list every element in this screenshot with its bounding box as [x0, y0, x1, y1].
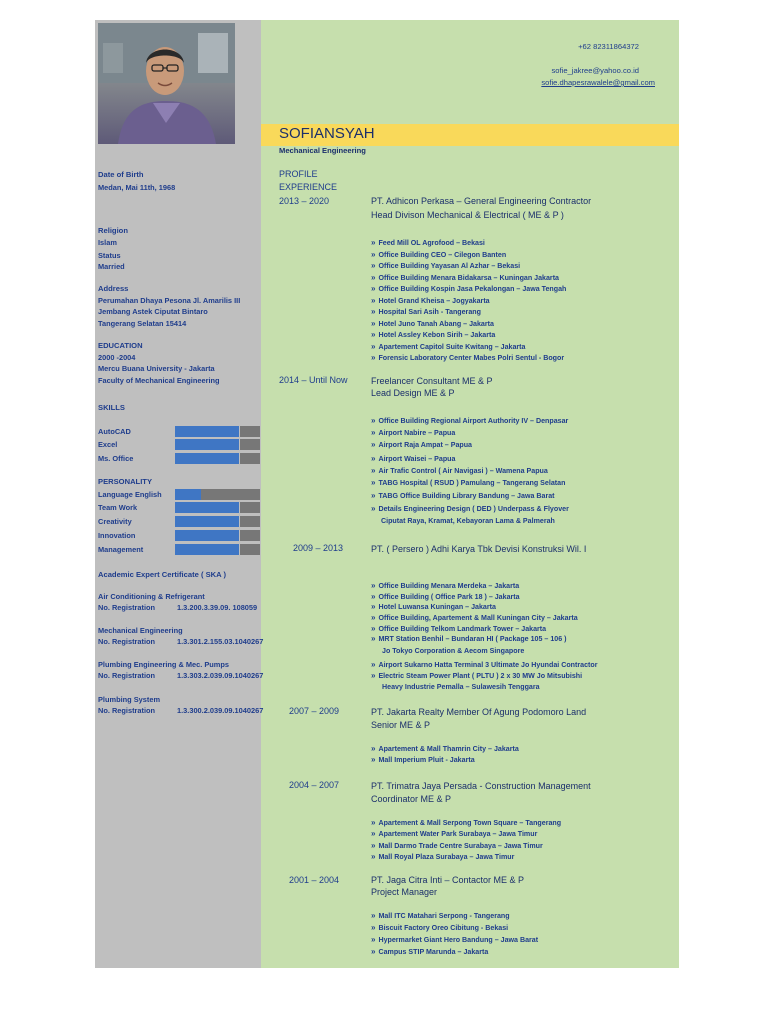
project-item	[371, 935, 538, 944]
religion-value: Islam	[98, 238, 117, 247]
project-text: Airport Waisei – Papua	[378, 455, 456, 463]
education-line: Mercu Buana University - Jakarta	[98, 364, 215, 373]
bullet-icon: »	[371, 261, 376, 270]
skill-level-remaining	[201, 489, 260, 500]
project-text: Office Building ( Office Park 18 ) – Jakarta	[378, 593, 520, 601]
education-label: EDUCATION	[98, 341, 143, 350]
skill-label: Language English	[98, 490, 162, 499]
project-text: Mall Darmo Trade Centre Surabaya – Jawa Timur	[378, 842, 543, 850]
registration-label: No. Registration	[98, 603, 156, 612]
project-text: Hotel Luwansa Kuningan – Jakarta	[378, 603, 496, 611]
project-text: Campus STIP Marunda – Jakarta	[378, 948, 489, 956]
experience-years: 2009 – 2013	[293, 543, 344, 553]
bullet-icon: »	[371, 671, 376, 680]
project-text: TABG Office Building Library Bandung – Jawa Barat	[378, 492, 555, 500]
bullet-icon: »	[371, 744, 376, 753]
project-text: Mall Royal Plaza Surabaya – Jawa Timur	[378, 853, 515, 861]
project-text: MRT Station Benhil – Bundaran HI ( Package 105 – 106 )	[378, 635, 567, 643]
project-item	[371, 829, 537, 838]
registration-number: 1.3.303.2.039.09.1040267	[177, 671, 264, 680]
bullet-icon: »	[371, 841, 376, 850]
bullet-icon: »	[371, 592, 376, 601]
registration-label: No. Registration	[98, 706, 156, 715]
project-item	[371, 581, 519, 590]
project-text: Apartement Capitol Suite Kwitang – Jakarta	[378, 343, 526, 351]
person-title: Mechanical Engineering	[279, 146, 366, 155]
skills-label: SKILLS	[98, 403, 126, 412]
project-item	[371, 284, 566, 293]
experience-label: EXPERIENCE	[279, 182, 338, 192]
skill-level-remaining	[240, 426, 260, 437]
bullet-icon: »	[371, 602, 376, 611]
skill-level-bar	[175, 516, 260, 527]
dob-label: Date of Birth	[98, 170, 144, 179]
project-item	[371, 671, 582, 680]
certificate-title: Mechanical Engineering	[98, 626, 183, 635]
bullet-icon: »	[371, 307, 376, 316]
project-text: Office Building Regional Airport Authority IV – Denpasar	[378, 417, 569, 425]
bullet-icon: »	[371, 923, 376, 932]
bullet-icon: »	[371, 342, 376, 351]
company-name: Freelancer Consultant ME & P	[371, 376, 493, 386]
project-item	[371, 660, 597, 669]
skill-level-remaining	[240, 453, 260, 464]
bullet-icon: »	[371, 935, 376, 944]
bullet-icon: »	[371, 911, 376, 920]
bullet-icon: »	[371, 504, 376, 513]
bullet-icon: »	[371, 319, 376, 328]
registration-number: 1.3.200.3.39.09. 108059	[177, 603, 258, 612]
skill-level-bar	[175, 489, 260, 500]
skill-label: Innovation	[98, 531, 136, 540]
skill-level-fill	[175, 453, 239, 464]
project-text: Apartement Water Park Surabaya – Jawa Timur	[378, 830, 538, 838]
skill-level-fill	[175, 544, 239, 555]
bullet-icon: »	[371, 852, 376, 861]
project-item	[371, 319, 494, 328]
bullet-icon: »	[371, 330, 376, 339]
bullet-icon: »	[371, 634, 376, 643]
certificate-title: Plumbing System	[98, 695, 161, 704]
skill-level-bar	[175, 439, 260, 450]
project-text: Hospital Sari Asih - Tangerang	[378, 308, 481, 316]
project-text: Apartement & Mall Thamrin City – Jakarta	[378, 745, 519, 753]
experience-years: 2001 – 2004	[289, 875, 340, 885]
skill-level-remaining	[240, 502, 260, 513]
experience-years: 2004 – 2007	[289, 780, 340, 790]
project-item	[371, 491, 555, 500]
certificate-title: Plumbing Engineering & Mec. Pumps	[98, 660, 229, 669]
project-text: Office Building CEO – Cilegon Banten	[378, 251, 507, 259]
bullet-icon: »	[371, 947, 376, 956]
project-text: Electric Steam Power Plant ( PLTU ) 2 x 30 MW Jo Mitsubishi	[378, 672, 583, 680]
project-item	[371, 841, 543, 850]
skill-level-bar	[175, 502, 260, 513]
bullet-icon: »	[371, 250, 376, 259]
skill-label: Team Work	[98, 503, 138, 512]
bullet-icon: »	[371, 454, 376, 463]
bullet-icon: »	[371, 416, 376, 425]
project-item	[371, 440, 472, 449]
company-name: PT. Trimatra Jaya Persada - Construction Management	[371, 781, 591, 791]
project-item	[371, 947, 488, 956]
skill-level-remaining	[240, 530, 260, 541]
bullet-icon: »	[371, 440, 376, 449]
project-text: Office Building Menara Bidakarsa – Kuningan Jakarta	[378, 274, 560, 282]
bullet-icon: »	[371, 491, 376, 500]
project-item	[371, 353, 564, 362]
skill-label: Creativity	[98, 517, 132, 526]
project-item	[371, 342, 526, 351]
skill-level-bar	[175, 544, 260, 555]
company-name: PT. Jaga Citra Inti – Contactor ME & P	[371, 875, 525, 885]
education-line: 2000 -2004	[98, 353, 136, 362]
experience-years: 2007 – 2009	[289, 706, 340, 716]
project-text: Hypermarket Giant Hero Bandung – Jawa Barat	[378, 936, 539, 944]
skill-label: Management	[98, 545, 144, 554]
bullet-icon: »	[371, 818, 376, 827]
project-text: Office Building Menara Merdeka – Jakarta	[378, 582, 520, 590]
project-text: Heavy Industrie Pemalla – Sulawesih Tenggara	[382, 683, 540, 691]
bullet-icon: »	[371, 284, 376, 293]
dob-value: Medan, Mai 11th, 1968	[98, 183, 176, 192]
project-item	[371, 911, 510, 920]
skill-level-bar	[175, 426, 260, 437]
project-text: Airport Nabire – Papua	[378, 429, 456, 437]
email-link-gmail[interactable]: sofie.dhapesrawalele@gmail.com	[541, 78, 655, 87]
skill-level-fill	[175, 489, 201, 500]
project-text: Mall ITC Matahari Serpong - Tangerang	[378, 912, 510, 920]
bullet-icon: »	[371, 660, 376, 669]
project-text: Apartement & Mall Serpong Town Square – Tangerang	[378, 819, 562, 827]
project-item	[371, 744, 519, 753]
address-line: Tangerang Selatan 15414	[98, 319, 187, 328]
bullet-icon: »	[371, 273, 376, 282]
project-item	[371, 624, 546, 633]
project-item	[371, 454, 455, 463]
bullet-icon: »	[371, 829, 376, 838]
skill-level-fill	[175, 439, 239, 450]
project-item	[371, 273, 559, 282]
bullet-icon: »	[371, 428, 376, 437]
skill-label: Ms. Office	[98, 454, 134, 463]
project-item	[371, 478, 565, 487]
resume-page	[95, 20, 679, 968]
personality-label: PERSONALITY	[98, 477, 153, 486]
status-label: Status	[98, 251, 121, 260]
project-text: Feed Mill OL Agrofood – Bekasi	[378, 239, 485, 247]
project-item	[371, 852, 514, 861]
project-item	[371, 504, 569, 513]
skill-label: Excel	[98, 440, 118, 449]
skill-level-remaining	[240, 439, 260, 450]
project-item	[371, 261, 520, 270]
bullet-icon: »	[371, 296, 376, 305]
skill-level-fill	[175, 530, 239, 541]
address-line: Perumahan Dhaya Pesona Jl. Amarilis III	[98, 296, 241, 305]
profile-photo	[98, 23, 235, 144]
job-position: Head Divison Mechanical & Electrical ( ME & P )	[371, 210, 564, 220]
project-text: Office Building Telkom Landmark Tower – Jakarta	[378, 625, 547, 633]
project-item	[371, 818, 561, 827]
skill-level-fill	[175, 426, 239, 437]
project-text: Hotel Juno Tanah Abang – Jakarta	[378, 320, 494, 328]
skill-level-bar	[175, 453, 260, 464]
project-text: Office Building, Apartement & Mall Kuningan City – Jakarta	[378, 614, 578, 622]
person-name: SOFIANSYAH	[279, 125, 375, 142]
skill-level-fill	[175, 502, 239, 513]
bullet-icon: »	[371, 478, 376, 487]
project-item	[371, 307, 481, 316]
job-position: Project Manager	[371, 887, 438, 897]
project-item	[371, 613, 578, 622]
certificate-title: Air Conditioning & Refrigerant	[98, 592, 205, 601]
project-text: Forensic Laboratory Center Mabes Polri Sentul - Bogor	[378, 354, 565, 362]
project-text: Office Building Kospin Jasa Pekalongan – Jawa Tengah	[378, 285, 567, 293]
project-item	[371, 466, 548, 475]
project-item	[371, 416, 568, 425]
project-item	[371, 238, 485, 247]
company-name: PT. ( Persero ) Adhi Karya Tbk Devisi Konstruksi Wil. I	[371, 544, 587, 554]
job-position: Coordinator ME & P	[371, 794, 452, 804]
project-item	[371, 428, 455, 437]
sidebar	[95, 20, 264, 968]
project-text: Air Trafic Control ( Air Navigasi ) – Wamena Papua	[378, 467, 548, 475]
address-line: Jembang Astek Ciputat Bintaro	[98, 307, 208, 316]
project-item	[371, 634, 567, 643]
bullet-icon: »	[371, 466, 376, 475]
religion-label: Religion	[98, 226, 128, 235]
project-text: Hotel Grand Kheisa – Jogyakarta	[378, 297, 490, 305]
registration-label: No. Registration	[98, 637, 156, 646]
company-name: PT. Jakarta Realty Member Of Agung Podomoro Land	[371, 707, 587, 717]
status-value: Married	[98, 262, 125, 271]
project-item	[382, 683, 540, 691]
address-label: Address	[98, 284, 129, 293]
bullet-icon: »	[371, 755, 376, 764]
skill-level-remaining	[240, 544, 260, 555]
project-item	[371, 296, 490, 305]
skill-label: AutoCAD	[98, 427, 131, 436]
project-text: Ciputat Raya, Kramat, Kebayoran Lama & Palmerah	[381, 517, 555, 525]
skill-level-bar	[175, 530, 260, 541]
company-name: PT. Adhicon Perkasa – General Engineering Contractor	[371, 196, 592, 206]
bullet-icon: »	[371, 613, 376, 622]
registration-number: 1.3.301.2.155.03.1040267	[177, 637, 264, 646]
project-item	[371, 755, 475, 764]
bullet-icon: »	[371, 581, 376, 590]
project-item	[371, 250, 506, 259]
profile-label: PROFILE	[279, 169, 318, 179]
project-text: Biscuit Factory Oreo Cibitung - Bekasi	[378, 924, 509, 932]
email-link-yahoo[interactable]: sofie_jakree@yahoo.co.id	[551, 66, 639, 75]
skill-level-fill	[175, 516, 239, 527]
phone-number: +62 82311864372	[578, 42, 639, 51]
certificate-label: Academic Expert Certificate ( SKA )	[98, 570, 227, 579]
project-text: Mall Imperium Pluit - Jakarta	[378, 756, 475, 764]
bullet-icon: »	[371, 624, 376, 633]
skill-level-remaining	[240, 516, 260, 527]
project-text: TABG Hospital ( RSUD ) Pamulang – Tangerang Selatan	[378, 479, 566, 487]
education-line: Faculty of Mechanical Engineering	[98, 376, 220, 385]
project-text: Office Building Yayasan Al Azhar – Bekasi	[378, 262, 521, 270]
experience-years: 2014 – Until Now	[279, 375, 348, 385]
project-item	[371, 592, 520, 601]
project-text: Hotel Assley Kebon Sirih – Jakarta	[378, 331, 496, 339]
project-text: Airport Sukarno Hatta Terminal 3 Ultimate Jo Hyundai Contractor	[378, 661, 598, 669]
project-text: Jo Tokyo Corporation & Aecom Singapore	[382, 647, 525, 655]
registration-number: 1.3.300.2.039.09.1040267	[177, 706, 264, 715]
project-text: Details Engineering Design ( DED ) Underpass & Flyover	[378, 505, 569, 513]
project-item	[382, 647, 524, 655]
bullet-icon: »	[371, 238, 376, 247]
job-position: Lead Design ME & P	[371, 388, 455, 398]
project-item	[371, 923, 508, 932]
project-item	[381, 517, 555, 525]
project-item	[371, 330, 495, 339]
experience-years: 2013 – 2020	[279, 196, 330, 206]
job-position: Senior ME & P	[371, 720, 431, 730]
bullet-icon: »	[371, 353, 376, 362]
registration-label: No. Registration	[98, 671, 156, 680]
project-text: Airport Raja Ampat – Papua	[378, 441, 473, 449]
project-item	[371, 602, 496, 611]
